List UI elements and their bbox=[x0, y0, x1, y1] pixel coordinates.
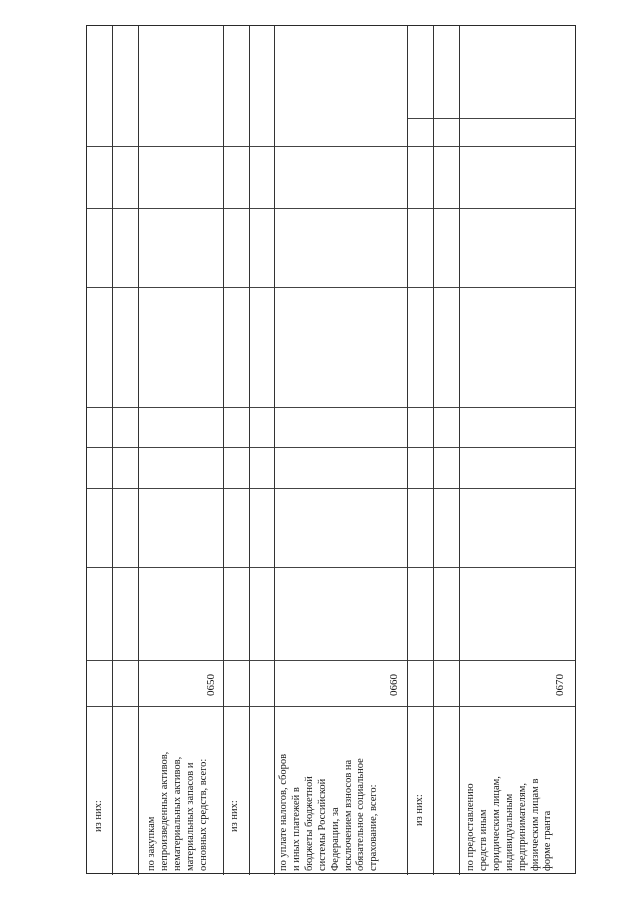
column-divider bbox=[87, 146, 575, 147]
column-divider bbox=[87, 706, 575, 707]
row-label-grants: по предоставлению средств иным юридическим лицам, индивидуальным предпринимателям, физическим лицам в форме гранта bbox=[465, 776, 554, 871]
row-label-iz-nih: из них: bbox=[414, 794, 425, 826]
column-divider bbox=[87, 208, 575, 209]
row-divider bbox=[138, 26, 139, 875]
row-divider bbox=[274, 26, 275, 875]
row-divider bbox=[433, 26, 434, 875]
row-divider bbox=[249, 26, 250, 875]
row-code: 0660 bbox=[388, 674, 400, 696]
report-table-rotated bbox=[86, 25, 576, 874]
column-divider bbox=[87, 488, 575, 489]
row-code: 0670 bbox=[554, 674, 566, 696]
row-divider bbox=[459, 26, 460, 875]
row-code: 0650 bbox=[205, 674, 217, 696]
column-divider bbox=[87, 660, 575, 661]
row-label-purchases: по закупкам непроизведенных активов, нематериальных активов, материальных запасов и основных средств, всего: bbox=[146, 751, 209, 871]
row-label-iz-nih: из них: bbox=[93, 800, 104, 832]
row-label-iz-nih: из них: bbox=[229, 800, 240, 832]
column-divider bbox=[87, 447, 575, 448]
row-divider bbox=[223, 26, 224, 875]
column-divider bbox=[87, 287, 575, 288]
row-divider bbox=[112, 26, 113, 875]
row-divider bbox=[407, 26, 408, 875]
column-divider bbox=[87, 407, 575, 408]
column-divider bbox=[87, 567, 575, 568]
row-label-taxes: по уплате налогов, сборов и иных платежей в бюджеты бюджетной системы Российской Федерации, за исключением взносов на обязательное социальное страхование, всего: bbox=[278, 753, 380, 871]
